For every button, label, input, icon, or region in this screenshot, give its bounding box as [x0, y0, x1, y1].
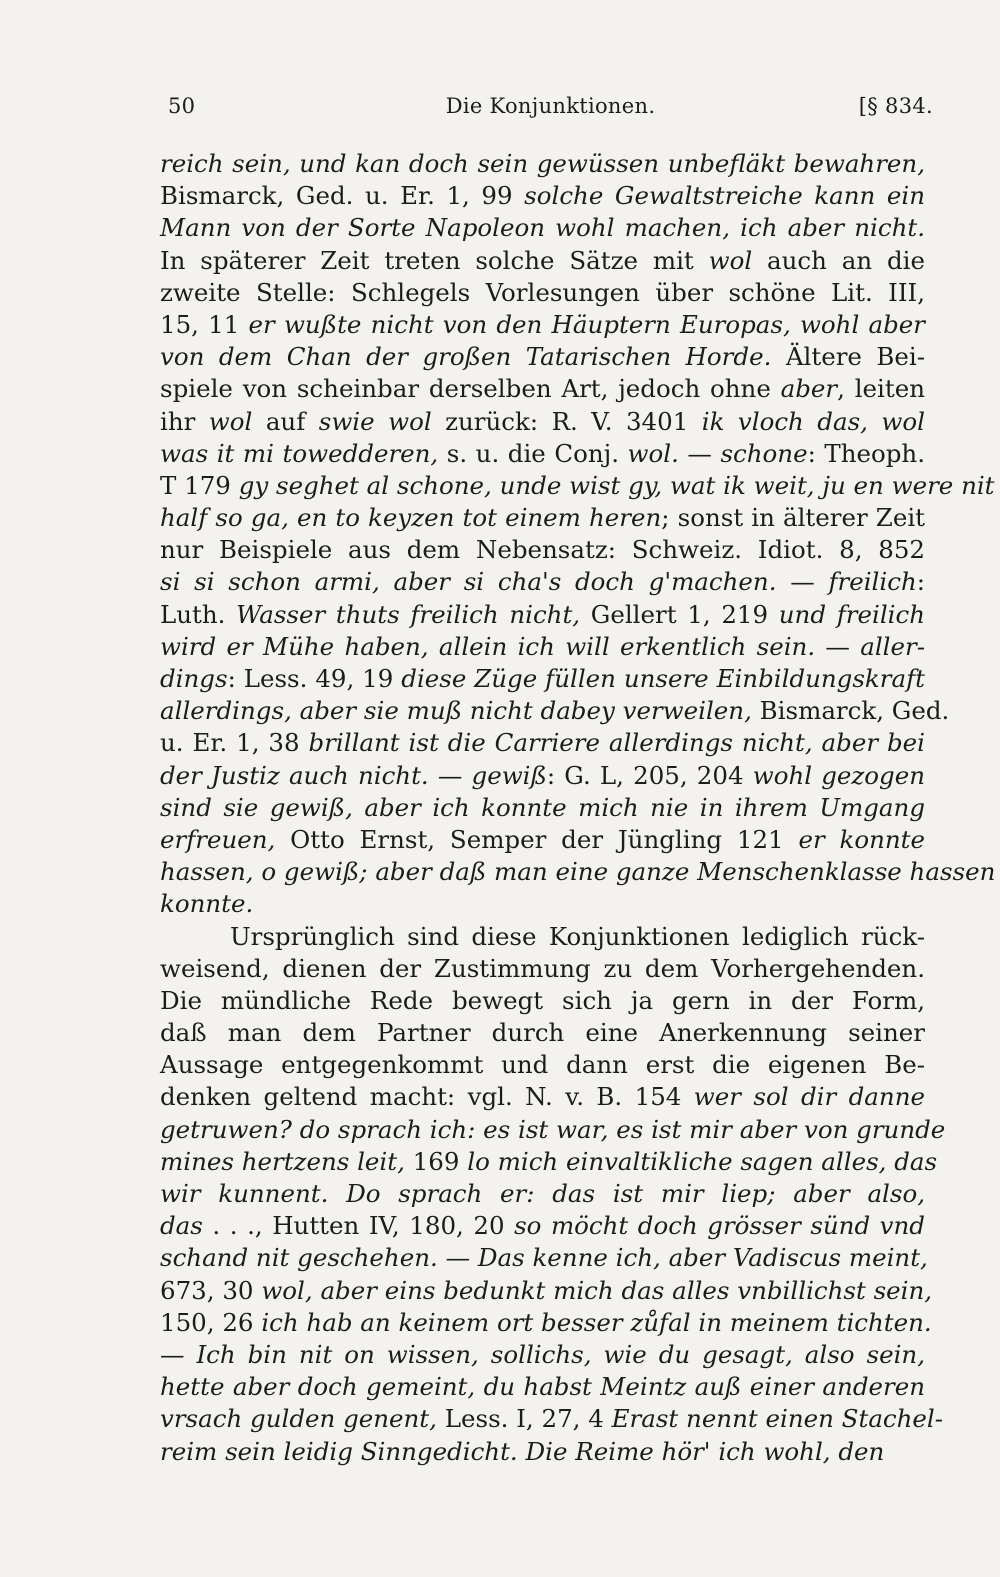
text-line — [160, 534, 925, 566]
text-line — [160, 406, 925, 438]
text-line — [160, 470, 995, 502]
italic-segment: wol, aber eins bedunkt mich das alles vnbillichst sein, — [261, 1275, 933, 1305]
text-segment: weisend, dienen der Zustimmung zu dem Vorhergehenden. — [160, 953, 925, 983]
text-line — [160, 1436, 925, 1468]
italic-segment: Wasser thuts freilich nicht, — [236, 599, 581, 629]
italic-segment: wol — [208, 406, 253, 436]
text-segment: s. u. die Conj. — [438, 438, 628, 468]
running-title: Die Konjunktionen. — [445, 94, 656, 118]
italic-segment: von dem Chan der großen Tatarischen Horde. — [160, 342, 772, 372]
text-line — [160, 1049, 925, 1081]
text-segment: spiele von scheinbar derselben Art, jedoch ohne — [160, 374, 781, 404]
italic-segment: wohl gezogen — [752, 760, 925, 790]
text-line — [160, 921, 925, 953]
italic-segment: aber — [780, 374, 838, 404]
italic-segment: ich hab an keinem ort besser zůfal in meinem tichten. — [261, 1307, 932, 1337]
italic-segment: der Justiz auch nicht. — [160, 760, 429, 790]
italic-segment: hette aber doch gemeint, du habst Meintz auß einer anderen — [160, 1372, 925, 1402]
text-segment: daß man dem Partner durch eine Anerkennung seiner — [160, 1018, 925, 1048]
text-segment: Luth. — [160, 599, 237, 629]
text-segment: nur Beispiele aus dem Nebensatz: Schweiz. Idiot. 8, 852 — [160, 535, 925, 565]
text-segment: — — [776, 567, 829, 597]
italic-segment: brillant ist die Carriere allerdings nicht, aber bei — [308, 728, 925, 758]
page-number: 50 — [168, 94, 196, 118]
text-segment: : Theoph. — [807, 438, 925, 468]
italic-segment: Erast nennt einen Stachel- — [611, 1404, 944, 1434]
text-segment: : G. L, 205, 204 — [546, 760, 753, 790]
italic-segment: half so ga, en to keyzen tot einem heren — [160, 503, 662, 533]
text-line — [160, 1081, 925, 1113]
italic-segment: allerdings, aber sie muß nicht dabey verweilen, — [160, 696, 752, 726]
text-segment: In späterer Zeit treten solche Sätze mit — [160, 245, 709, 275]
italic-segment: reich sein, und kan doch sein gewüssen unbefläkt bewahren, — [160, 149, 925, 178]
italic-segment: mines hertzens leit, — [160, 1146, 405, 1176]
italic-segment: sind sie gewiß, aber ich konnte mich nie in ihrem Umgang — [160, 792, 925, 822]
italic-segment: vrsach gulden genent, — [160, 1404, 437, 1434]
text-segment: Less. I, 27, 4 — [436, 1404, 612, 1434]
text-line — [160, 438, 925, 470]
italic-segment: diese Züge füllen unsere Einbildungskraft — [401, 664, 926, 693]
text-line — [160, 1371, 925, 1403]
italic-segment: wol. — [627, 438, 679, 468]
text-line — [160, 1114, 946, 1146]
italic-segment: wird er Mühe haben, allein ich will erkentlich sein. — [160, 631, 816, 661]
italic-segment: das — [160, 1211, 203, 1241]
italic-segment: und freilich — [778, 599, 925, 629]
italic-segment: Mann von der Sorte Napoleon wohl machen, ich aber nicht. — [160, 213, 925, 243]
italic-segment: schone — [720, 438, 808, 468]
text-segment: . . ., Hutten IV, 180, 20 — [202, 1211, 515, 1241]
italic-segment: konnte. — [160, 889, 254, 919]
text-segment: 15, 11 — [160, 309, 249, 339]
text-segment: Aussage entgegenkommt und dann erst die eigenen Be- — [160, 1050, 925, 1080]
text-segment: Die mündliche Rede bewegt sich ja gern in der Form, — [160, 985, 925, 1015]
text-segment: ihr — [160, 406, 209, 436]
text-segment: auch an die — [752, 245, 925, 275]
text-line — [160, 212, 925, 244]
italic-segment: wir kunnent. Do sprach er: das ist mir liep; aber also, — [160, 1179, 925, 1208]
text-line — [160, 792, 925, 824]
text-line — [160, 953, 925, 985]
text-line — [160, 727, 925, 759]
italic-segment: er wußte nicht von den Häuptern Europas, wohl aber — [248, 309, 925, 339]
text-line — [160, 373, 925, 405]
text-segment: zurück: R. V. 3401 — [431, 406, 702, 436]
text-segment: 169 — [404, 1146, 468, 1176]
text-segment: Bismarck, Ged. u. Er. 1, 99 — [160, 181, 525, 211]
text-line — [160, 631, 925, 663]
text-line — [160, 1178, 925, 1210]
text-segment: — — [815, 631, 861, 661]
text-segment: T 179 — [160, 470, 239, 500]
text-line — [160, 245, 925, 277]
text-segment: — — [428, 760, 472, 790]
text-line — [160, 695, 950, 727]
text-line — [160, 1339, 925, 1371]
text-segment: ; sonst in älterer Zeit — [661, 503, 925, 533]
italic-segment: gy seghet al schone, unde wist gy, wat ik weit, ju en were nit — [238, 470, 995, 500]
italic-segment: gewiß — [471, 760, 547, 790]
text-segment: u. Er. 1, 38 — [160, 728, 309, 758]
text-line — [160, 1210, 925, 1242]
text-line — [160, 180, 925, 212]
body-text — [160, 148, 996, 1468]
text-segment: auf — [252, 406, 319, 436]
text-line — [160, 760, 925, 792]
italic-segment: aller- — [860, 631, 926, 661]
italic-segment: hassen, o gewiß; aber daß man eine ganze Menschenklasse hassen — [160, 857, 996, 887]
italic-segment: so möcht doch grösser sünd vnd — [514, 1211, 925, 1241]
text-line — [160, 985, 925, 1017]
text-line — [160, 309, 925, 341]
text-segment: , leiten — [837, 374, 926, 404]
text-line — [160, 1275, 933, 1307]
text-line — [160, 856, 996, 888]
italic-segment: ik vloch das, wol — [701, 406, 925, 436]
italic-segment: wol — [708, 245, 753, 275]
text-line — [160, 888, 925, 920]
text-line — [160, 824, 925, 856]
italic-segment: was it mi towedderen, — [160, 438, 439, 468]
text-line — [160, 277, 925, 309]
italic-segment: swie wol — [318, 406, 432, 436]
text-line — [160, 566, 925, 598]
text-line — [160, 502, 925, 534]
text-line — [160, 663, 925, 695]
text-segment: zweite Stelle: Schlegels Vorlesungen über schöne Lit. III, — [160, 277, 925, 307]
text-line — [160, 1146, 938, 1178]
italic-segment: lo mich einvaltikliche sagen alles, das — [467, 1146, 938, 1176]
text-segment: denken geltend macht: vgl. N. v. B. 154 — [160, 1082, 694, 1112]
text-line — [160, 1242, 928, 1274]
text-line — [160, 148, 925, 180]
italic-segment: schand nit geschehen. — Das kenne ich, aber Vadiscus meint, — [160, 1243, 928, 1273]
text-segment: — — [678, 438, 721, 468]
text-line — [160, 1017, 925, 1049]
text-segment: 673, 30 — [160, 1275, 262, 1305]
italic-segment: reim sein leidig Sinngedicht. Die Reime hör' ich wohl, den — [160, 1436, 885, 1466]
italic-segment: erfreuen, — [160, 824, 276, 854]
italic-segment: dings — [160, 664, 228, 693]
italic-segment: freilich — [828, 567, 917, 597]
text-segment: : — [916, 567, 925, 597]
text-segment: Otto Ernst, Semper der Jüngling 121 — [275, 824, 799, 854]
italic-segment: getruwen? do sprach ich: es ist war, es ist mir aber von grunde — [160, 1114, 946, 1144]
text-segment: Ursprünglich sind diese Konjunktionen lediglich rück- — [230, 921, 925, 951]
text-segment: Gellert 1, 219 — [580, 599, 779, 629]
text-line — [160, 1307, 932, 1339]
text-line — [160, 1403, 944, 1435]
text-segment: 150, 26 — [160, 1307, 262, 1337]
text-line — [160, 599, 925, 631]
italic-segment: si si schon armi, aber si cha's doch g'machen. — [160, 567, 777, 597]
running-header — [168, 94, 933, 130]
text-segment: Bismarck, Ged. — [751, 696, 950, 726]
italic-segment: wer sol dir danne — [693, 1082, 925, 1112]
text-segment: : Less. 49, 19 — [227, 664, 402, 693]
section-marker: [§ 834. — [858, 94, 933, 118]
text-line — [160, 341, 925, 373]
italic-segment: — Ich bin nit on wissen, sollichs, wie du gesagt, also sein, — [160, 1339, 925, 1369]
italic-segment: er konnte — [798, 824, 925, 854]
text-segment: Ältere Bei- — [771, 342, 925, 372]
italic-segment: solche Gewaltstreiche kann ein — [524, 181, 925, 211]
